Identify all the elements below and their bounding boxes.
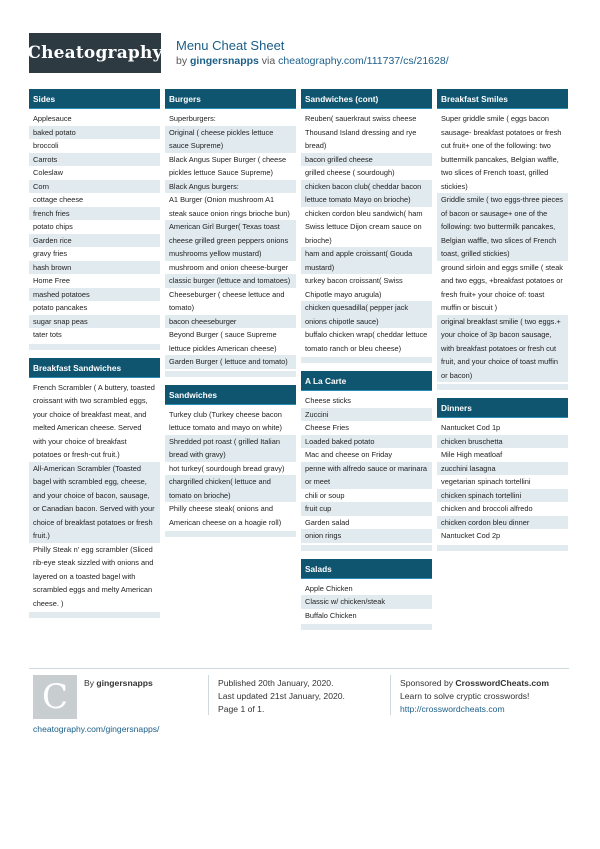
menu-item: chicken quesadilla( pepper jack onions chipotle sauce) <box>301 301 432 328</box>
section-heading: Salads <box>301 559 432 579</box>
section-sandwiches <box>165 385 296 538</box>
menu-item: penne with alfredo sauce or marinara or meet <box>301 462 432 489</box>
byline-author-link[interactable]: gingersnapps <box>190 55 259 67</box>
menu-item: tater tots <box>33 330 62 339</box>
menu-item: French Scrambler ( A buttery, toasted croissant with two scrambled eggs, your choice of breakfast meat, and melted American cheese. Served with your choice of breakfast potatoes or fresh-cut fruit.) <box>33 382 155 459</box>
menu-item: All-American Scrambler (Toasted bagel with scrambled egg, cheese, and your choice of bacon, sausage, or Canadian bacon. Served with your choice of breakfast potatoes or fresh fruit.) <box>29 462 160 543</box>
section-footer-bar <box>29 344 160 350</box>
menu-item: chargrilled chicken( lettuce and tomato on brioche) <box>165 475 296 502</box>
menu-item: Black Angus burgers: <box>165 180 296 194</box>
section-heading: Dinners <box>437 398 568 418</box>
footer-divider <box>29 668 569 669</box>
footer-sponsor-url-link[interactable]: http://crosswordcheats.com <box>400 704 505 714</box>
section-items <box>165 109 296 371</box>
section-items <box>301 579 432 625</box>
byline-via: via <box>261 55 276 67</box>
section-burgers <box>165 89 296 377</box>
section-items <box>301 391 432 545</box>
menu-item: vegetarian spinach tortellini <box>441 477 531 486</box>
section-items <box>29 378 160 613</box>
menu-item: onion rings <box>301 529 432 543</box>
byline-by: by <box>176 55 188 67</box>
section-footer-bar <box>437 545 568 551</box>
menu-item: chicken spinach tortellini <box>437 489 568 503</box>
section-items <box>437 109 568 384</box>
menu-item: Mile High meatloaf <box>441 450 503 459</box>
menu-item: Griddle smile ( two eggs-three pieces of bacon or sausage+ one of the following: two buttermilk pancakes, Belgian waffle, two slices of French toast, grilled stickies) <box>437 193 568 261</box>
menu-item: Garden salad <box>305 517 350 527</box>
menu-item: potato pancakes <box>33 303 88 312</box>
footer-author <box>84 677 153 690</box>
menu-item: Mac and cheese on Friday <box>305 450 393 459</box>
menu-item: gravy fries <box>33 249 68 258</box>
column-2 <box>165 89 296 545</box>
menu-item: Reuben( sauerkraut swiss cheese Thousand Island dressing and rye bread) <box>305 114 417 150</box>
menu-item: Buffalo Chicken <box>305 610 357 620</box>
byline-url-link[interactable]: cheatography.com/111737/cs/21628/ <box>278 55 449 67</box>
section-breakfast-sandwiches <box>29 358 160 619</box>
menu-item: mushroom and onion cheese-burger <box>169 262 289 272</box>
column-4 <box>437 89 568 559</box>
section-heading: A La Carte <box>301 371 432 391</box>
menu-item: chicken and broccoli alfredo <box>441 504 533 513</box>
column-1 <box>29 89 160 626</box>
menu-item: Apple Chicken <box>305 583 353 593</box>
footer-sponsor-tagline: Learn to solve cryptic crosswords! <box>400 691 530 701</box>
menu-item: Home Free <box>33 276 70 285</box>
section-items <box>301 109 432 357</box>
menu-item: Superburgers: <box>169 114 216 123</box>
menu-item: zucchini lasagna <box>437 462 568 476</box>
section-items <box>165 405 296 532</box>
menu-item: buffalo chicken wrap( cheddar lettuce tomato ranch or bleu cheese) <box>305 330 428 353</box>
section-sides <box>29 89 160 350</box>
menu-item: mashed potatoes <box>29 288 160 302</box>
section-heading: Breakfast Sandwiches <box>29 358 160 378</box>
menu-item: Corn <box>29 180 160 194</box>
menu-item: potato chips <box>33 222 73 231</box>
menu-item: Loaded baked potato <box>301 435 432 449</box>
footer-sponsored-label: Sponsored by <box>400 678 454 688</box>
menu-item: original breakfast smilie ( two eggs.+ your choice of 3p bacon sausage, with breakfast potatoes or fresh cut fruit, and your choice of toast muffin or bacon) <box>437 315 568 383</box>
section-items <box>437 418 568 545</box>
footer-published: Published 20th January, 2020. <box>218 678 334 688</box>
menu-item: hash brown <box>29 261 160 275</box>
section-items <box>29 109 160 344</box>
footer-author-name[interactable]: gingersnapps <box>96 678 153 688</box>
footer-updated: Last updated 21st January, 2020. <box>218 691 345 701</box>
byline <box>176 55 449 67</box>
site-logo[interactable]: Cheatography <box>29 33 161 73</box>
footer-by-label: By <box>84 678 95 688</box>
menu-item: Original ( cheese pickles lettuce sauce Supreme) <box>165 126 296 153</box>
section-footer-bar <box>301 357 432 363</box>
menu-item: Shredded pot roast ( grilled Italian bread with gravy) <box>165 435 296 462</box>
menu-item: A1 Burger (Onion mushroom A1 steak sauce onion rings brioche bun) <box>169 195 290 218</box>
menu-item: fruit cup <box>301 502 432 516</box>
footer-sponsor <box>400 677 549 716</box>
section-heading: Sandwiches <box>165 385 296 405</box>
section-salads <box>301 559 432 631</box>
section-footer-bar <box>29 612 160 618</box>
footer-publish-info <box>218 677 345 716</box>
menu-item: Cheeseburger ( cheese lettuce and tomato) <box>169 289 285 312</box>
menu-item: Turkey club (Turkey cheese bacon lettuce tomato and mayo on white) <box>169 409 282 432</box>
section-footer-bar <box>301 545 432 551</box>
footer-page: Page 1 of 1. <box>218 704 265 714</box>
section-heading: Burgers <box>165 89 296 109</box>
menu-item: baked potato <box>29 126 160 140</box>
section-heading: Sides <box>29 89 160 109</box>
menu-item: Nantucket Cod 1p <box>441 423 501 432</box>
section-heading: Sandwiches (cont) <box>301 89 432 109</box>
column-3 <box>301 89 432 638</box>
menu-item: Classic w/ chicken/steak <box>301 595 432 609</box>
menu-item: Garden rice <box>29 234 160 248</box>
menu-item: chili or soup <box>305 490 345 500</box>
menu-item: Beyond Burger ( sauce Supreme lettuce pickles American cheese) <box>169 330 277 353</box>
menu-item: Philly cheese steak( onions and American cheese on a hoagie roll) <box>169 504 282 527</box>
menu-item: ground sirloin and eggs smille ( steak and two eggs, +breakfast potatoes or fresh fruit+ your choice of: toast muffin or biscuit ) <box>441 262 564 312</box>
menu-item: Coleslaw <box>33 168 63 177</box>
section-footer-bar <box>437 384 568 390</box>
footer-sponsor-line <box>400 677 549 690</box>
menu-item: Black Angus Super Burger ( cheese pickles lettuce Sauce Supreme) <box>169 154 287 177</box>
menu-item: hot turkey( sourdough bread gravy) <box>169 463 285 473</box>
footer-separator <box>208 675 209 715</box>
section-dinners <box>437 398 568 551</box>
menu-item: bacon grilled cheese <box>301 153 432 167</box>
menu-item: cottage cheese <box>33 195 84 204</box>
menu-item: Cheese Fries <box>305 423 349 432</box>
menu-item: french fries <box>29 207 160 221</box>
section-sandwiches-cont <box>301 89 432 363</box>
section-footer-bar <box>165 531 296 537</box>
menu-item: Applesauce <box>33 114 72 123</box>
menu-item: Nantucket Cod 2p <box>441 531 501 540</box>
menu-item: Garden Burger ( lettuce and tomato) <box>165 355 296 369</box>
menu-item: chicken bacon club( cheddar bacon lettuce tomato Mayo on brioche) <box>301 180 432 207</box>
footer-author-url-link[interactable]: cheatography.com/gingersnapps/ <box>33 724 160 734</box>
section-heading: Breakfast Smiles <box>437 89 568 109</box>
menu-item: Super griddle smile ( eggs bacon sausage- breakfast potatoes or fresh cut fruit+ one of the following: two buttermilk pancakes, Belgian waffle, two slices of French toast, grilled stickies) <box>441 114 562 191</box>
menu-item: Carrots <box>29 153 160 167</box>
menu-item: Philly Steak n' egg scrambler (Sliced rib-eye steak sizzled with onions and layered on a toasted bagel with scrambled eggs and melty American cheese. ) <box>33 544 154 608</box>
menu-item: Cheese sticks <box>305 396 352 405</box>
section-a-la-carte <box>301 371 432 551</box>
section-footer-bar <box>165 371 296 377</box>
menu-item: grilled cheese ( sourdough) <box>305 168 395 177</box>
section-breakfast-smiles <box>437 89 568 390</box>
menu-item: chicken cordon bleu sandwich( ham Swiss lettuce Dijon cream sauce on brioche) <box>305 208 423 245</box>
footer-sponsor-name[interactable]: CrosswordCheats.com <box>455 678 550 688</box>
menu-item: turkey bacon croissant( Swiss Chipotle mayo arugula) <box>305 276 403 299</box>
menu-item: sugar snap peas <box>29 315 160 329</box>
menu-item: Zuccini <box>301 408 432 422</box>
menu-item: classic burger (lettuce and tomatoes) <box>165 274 296 288</box>
author-avatar[interactable]: C <box>33 675 77 719</box>
menu-item: ham and apple croissant( Gouda mustard) <box>301 247 432 274</box>
menu-item: bacon cheeseburger <box>165 315 296 329</box>
menu-item: American Girl Burger( Texas toast cheese grilled green peppers onions mushrooms yellow mustard) <box>165 220 296 261</box>
section-footer-bar <box>301 624 432 630</box>
menu-item: chicken bruschetta <box>437 435 568 449</box>
page-title: Menu Cheat Sheet <box>176 38 285 53</box>
menu-item: chicken cordon bleu dinner <box>437 516 568 530</box>
footer-separator <box>390 675 391 715</box>
menu-item: broccoli <box>33 141 59 150</box>
